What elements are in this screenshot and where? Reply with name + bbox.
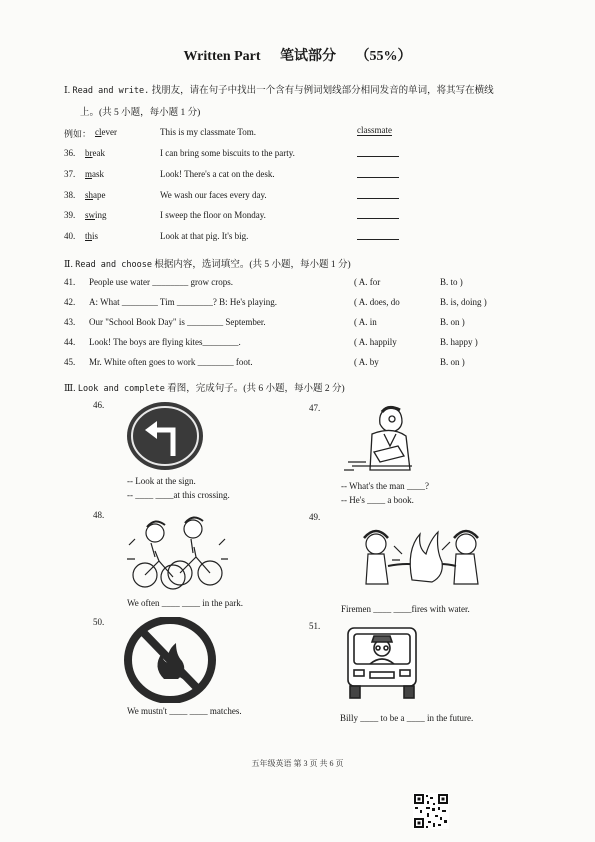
q38-word: shape	[85, 190, 106, 200]
q41-sentence: People use water ________ grow crops.	[89, 277, 233, 287]
q40-answer-blank[interactable]	[357, 239, 399, 240]
q41-num: 41.	[64, 277, 76, 287]
q43-sentence: Our "School Book Day" is ________ September.	[89, 317, 266, 327]
q37-sentence: Look! There's a cat on the desk.	[160, 169, 275, 179]
q51-num: 51.	[309, 621, 321, 631]
bus-driver-picture	[340, 622, 424, 702]
man-reading-book-picture	[342, 404, 424, 474]
turn-left-sign-icon	[125, 400, 205, 472]
q37-word: mask	[85, 169, 105, 179]
q44-option-a: ( A. happily	[354, 337, 397, 347]
q47-num: 47.	[309, 403, 321, 413]
q45-option-a: ( A. by	[354, 357, 379, 367]
title-pct: （55%）	[355, 49, 412, 64]
q40-word: this	[85, 231, 99, 241]
page-footer: 五年级英语 第 3 页 共 6 页	[251, 759, 344, 768]
q39-sentence: I sweep the floor on Monday.	[160, 210, 266, 220]
q39-num: 39.	[64, 210, 76, 220]
part1-heading-cont: 上。(共 5 小题，每小题 1 分)	[80, 108, 201, 118]
q36-answer-blank[interactable]	[357, 156, 399, 157]
part1-heading: Ⅰ. Read and write. 找朋友，请在句子中找出一个含有与例词划线部分相同发音的单词，将其写在横线	[64, 86, 494, 96]
q37-answer-blank[interactable]	[357, 177, 399, 178]
page-title	[0, 45, 595, 65]
firemen-putting-out-fire-picture	[352, 520, 492, 598]
q38-sentence: We wash our faces every day.	[160, 190, 267, 200]
title-cn: 笔试部分	[280, 49, 337, 64]
q41-option-a: ( A. for	[354, 277, 381, 287]
q36-word: break	[85, 148, 105, 158]
qr-code-icon	[413, 793, 449, 829]
example-word: clever	[95, 127, 117, 137]
part2-heading: Ⅱ. Read and choose 根据内容，选词填空。(共 5 小题，每小题 1 分)	[64, 260, 351, 270]
q36-sentence: I can bring some biscuits to the party.	[160, 148, 295, 158]
q48-num: 48.	[93, 510, 105, 520]
example-answer: classmate	[357, 125, 392, 135]
part1-heading-en: Read and write.	[72, 86, 150, 96]
q49-line1: Firemen ____ ____fires with water.	[341, 604, 470, 614]
kids-riding-bikes-picture	[125, 515, 230, 595]
q44-num: 44.	[64, 337, 76, 347]
q44-option-b: B. happy )	[440, 337, 478, 347]
q45-num: 45.	[64, 357, 76, 367]
q47-line1: -- What's the man ____?	[341, 481, 429, 491]
q40-sentence: Look at that pig. It's big.	[160, 231, 249, 241]
q43-option-b: B. on )	[440, 317, 465, 327]
q39-answer-blank[interactable]	[357, 218, 399, 219]
q50-line1: We mustn't ____ ____ matches.	[127, 706, 242, 716]
q43-num: 43.	[64, 317, 76, 327]
q41-option-b: B. to )	[440, 277, 463, 287]
example-label: 例如：	[64, 129, 92, 139]
q46-line1: -- Look at the sign.	[127, 476, 196, 486]
example-sentence: This is my classmate Tom.	[160, 127, 256, 137]
q51-line1: Billy ____ to be a ____ in the future.	[340, 713, 474, 723]
q45-sentence: Mr. White often goes to work ________ foot.	[89, 357, 253, 367]
q47-line2: -- He's ____ a book.	[341, 495, 414, 505]
title-en: Written Part	[183, 49, 261, 64]
q40-num: 40.	[64, 231, 76, 241]
q42-sentence: A: What ________ Tim ________? B: He's playing.	[89, 297, 277, 307]
q43-option-a: ( A. in	[354, 317, 377, 327]
q36-num: 36.	[64, 148, 76, 158]
q42-option-b: B. is, doing )	[440, 297, 487, 307]
q39-word: swing	[85, 210, 107, 220]
q45-option-b: B. on )	[440, 357, 465, 367]
q46-line2: -- ____ ____at this crossing.	[127, 490, 230, 500]
q42-option-a: ( A. does, do	[354, 297, 400, 307]
no-fire-sign-icon	[124, 617, 216, 703]
q38-num: 38.	[64, 190, 76, 200]
q49-num: 49.	[309, 512, 321, 522]
q50-num: 50.	[93, 617, 105, 627]
part3-heading: Ⅲ. Look and complete 看图，完成句子。(共 6 小题，每小题 2 分)	[64, 384, 345, 394]
q48-line1: We often ____ ____ in the park.	[127, 598, 244, 608]
q37-num: 37.	[64, 169, 76, 179]
q38-answer-blank[interactable]	[357, 198, 399, 199]
q42-num: 42.	[64, 297, 76, 307]
q46-num: 46.	[93, 400, 105, 410]
q44-sentence: Look! The boys are flying kites________.	[89, 337, 241, 347]
part1-heading-cn: 找朋友，请在句子中找出一个含有与例词划线部分相同发音的单词，将其写在横线	[151, 86, 494, 96]
